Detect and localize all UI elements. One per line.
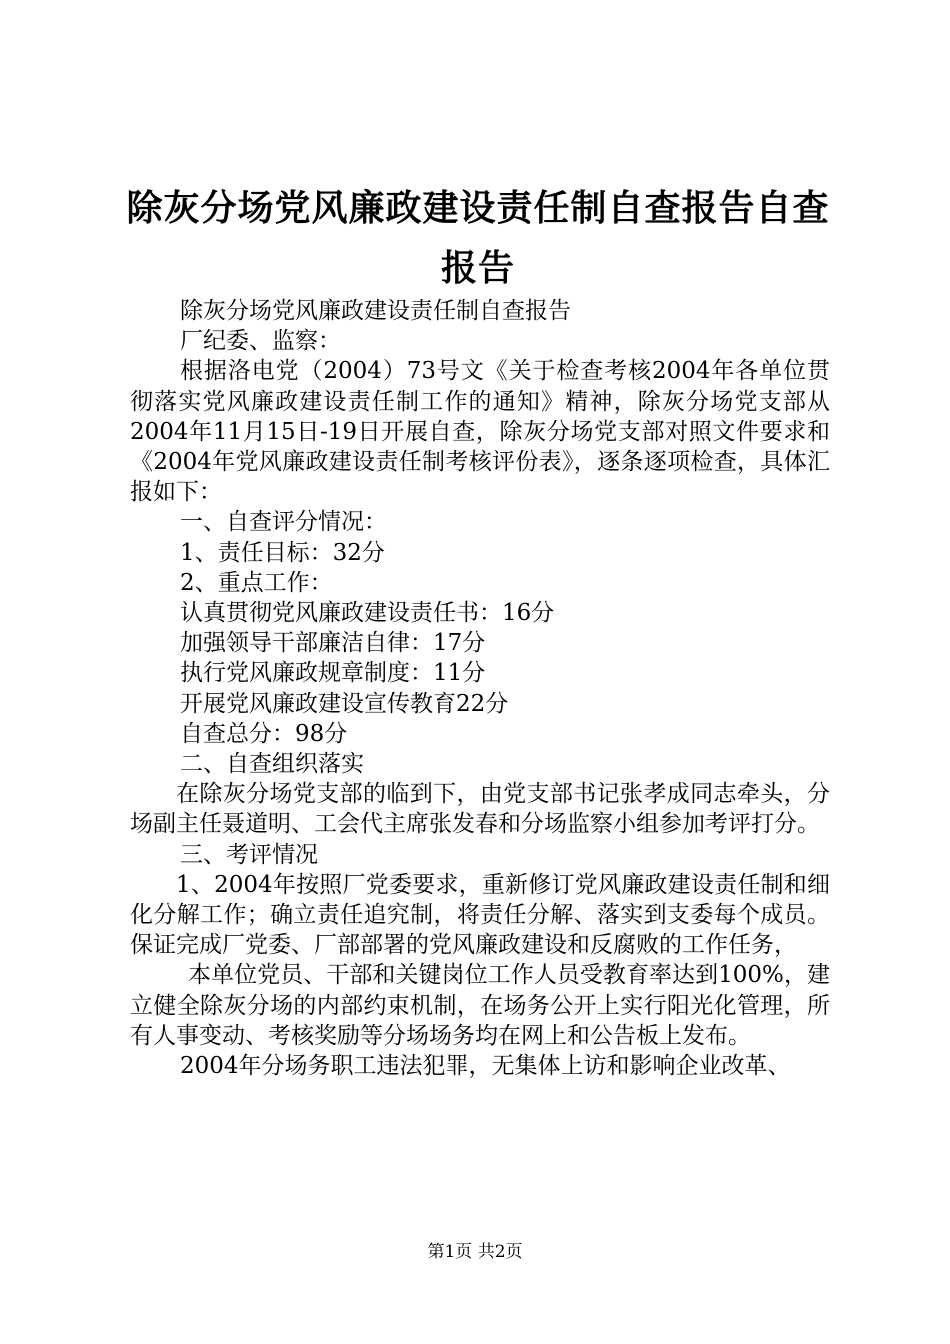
paragraph-evaluation-1: 1、2004年按照厂党委要求，重新修订党风廉政建设责任制和细化分解工作；确立责任追究制，将责任分解、落实到支委每个成员。保证完成厂党委、厂部部署的党风廉政建设和反腐败的工作任务， [130, 871, 830, 959]
paragraph-intro: 根据洛电党（2004）73号文《关于检查考核2004年各单位贯彻落实党风廉政建设责任制工作的通知》精神，除灰分场党支部从2004年11月15日-19日开展自查，除灰分场党支部对照文件要求和《2004年党风廉政建设责任制考核评份表》，逐条逐项检查，具体汇报如下： [130, 358, 830, 506]
paragraph-evaluation-3: 2004年分场务职工违法犯罪，无集体上访和影响企业改革、 [180, 1053, 791, 1080]
document-body [130, 296, 830, 1081]
list-item: 认真贯彻党风廉政建设责任书：16分 [180, 600, 555, 627]
paragraph-evaluation-2: 本单位党员、干部和关键岗位工作人员受教育率达到100%，建立健全除灰分场的内部约束机制，在场务公开上实行阳光化管理，所有人事变动、考核奖励等分场场务均在网上和公告板上发布。 [130, 962, 830, 1049]
list-item: 执行党风廉政规章制度：11分 [180, 660, 486, 687]
list-item: 1、责任目标：32分 [180, 539, 385, 566]
paragraph-addressee: 厂纪委、监察： [180, 328, 341, 355]
list-item: 2、重点工作： [180, 569, 333, 596]
paragraph-subtitle: 除灰分场党风廉政建设责任制自查报告 [180, 298, 571, 324]
page-number-footer: 第1页 共2页 [427, 1242, 523, 1262]
list-item: 自查总分：98分 [180, 720, 348, 747]
section-heading-3: 三、考评情况 [180, 841, 318, 868]
document-title: 除灰分场党风廉政建设责任制自查报告自查报告 [126, 187, 830, 289]
section-heading-1: 一、自查评分情况： [180, 509, 387, 536]
section-heading-2: 二、自查组织落实 [180, 751, 364, 778]
list-item: 加强领导干部廉洁自律：17分 [180, 630, 486, 657]
list-item: 开展党风廉政建设宣传教育22分 [180, 690, 509, 717]
paragraph-organization: 在除灰分场党支部的临到下，由党支部书记张孝成同志牵头，分场副主任聂道明、工会代主席张发春和分场监察小组参加考评打分。 [130, 781, 830, 838]
